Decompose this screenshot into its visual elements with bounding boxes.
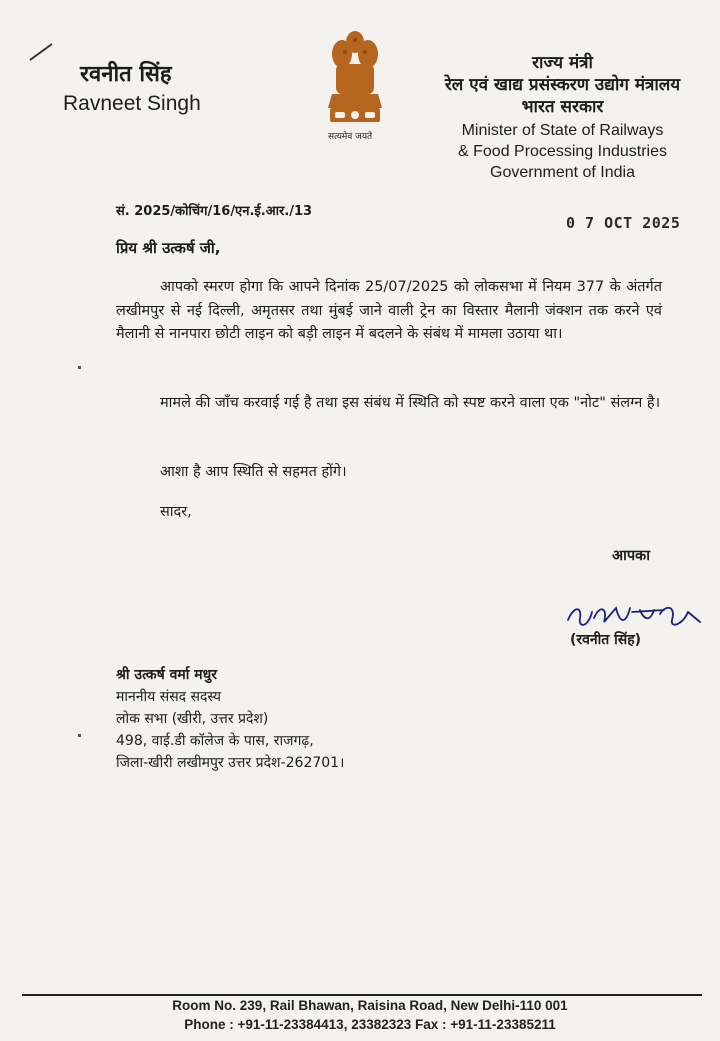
regards-line: सादर,: [160, 504, 192, 520]
footer-contact: Phone : +91-11-23384413, 23382323 Fax : +91-11-23385211: [184, 1017, 556, 1032]
designation-english-2: & Food Processing Industries: [458, 143, 667, 160]
designation-block: [420, 52, 705, 183]
designation-english-3: Government of India: [490, 164, 635, 181]
paragraph-2: मामले की जाँच करवाई गई है तथा इस संबंध में स्थिति को स्पष्ट करने वाला एक "नोट" संलग्न है।: [160, 395, 661, 411]
recipient-constituency: लोक सभा (खीरी, उत्तर प्रदेश): [116, 711, 269, 727]
footer-address: Room No. 239, Rail Bhawan, Raisina Road, New Delhi-110 001: [172, 998, 568, 1013]
designation-english-1: Minister of State of Railways: [461, 122, 664, 139]
paragraph-1: आपको स्मरण होगा कि आपने दिनांक 25/07/2025 को लोकसभा में नियम 377 के अंतर्गत लखीमपुर से नई दिल्ली, अमृतसर तथा मुंबई जाने वाली ट्रेन का विस्तार मैलानी जंक्शन तक करने एवं मैलानी से नानपारा छोटी लाइन को बड़ी लाइन में बदलने के संबंध में मामला उठाया था।: [116, 279, 662, 342]
sender-name-hindi: रवनीत सिंह: [80, 62, 172, 87]
closing: आपका: [612, 548, 650, 564]
hope-line: आशा है आप स्थिति से सहमत होंगे।: [160, 464, 347, 480]
recipient-address-1: 498, वाई.डी कॉलेज के पास, राजगढ़,: [116, 733, 314, 749]
footer: [120, 996, 620, 1034]
recipient-address: [116, 664, 344, 774]
salutation: प्रिय श्री उत्कर्ष जी,: [116, 239, 221, 257]
recipient-address-2: जिला-खीरी लखीमपुर उत्तर प्रदेश-262701।: [116, 755, 345, 771]
margin-dot: [78, 734, 81, 737]
margin-dot: [78, 366, 81, 369]
pen-mark: [26, 40, 56, 64]
designation-hindi-1: राज्य मंत्री: [532, 53, 593, 73]
designation-hindi-3: भारत सरकार: [521, 97, 604, 117]
date-stamp: 0 7 OCT 2025: [566, 214, 681, 232]
signature-name: (रवनीत सिंह): [570, 632, 642, 648]
emblem-motto: सत्यमेव जयते: [328, 132, 373, 142]
recipient-title: माननीय संसद सदस्य: [116, 689, 222, 705]
designation-hindi-2: रेल एवं खाद्य प्रसंस्करण उद्योग मंत्रालय: [444, 75, 681, 95]
sender-name-english: Ravneet Singh: [63, 92, 201, 115]
recipient-name: श्री उत्कर्ष वर्मा मधुर: [116, 667, 217, 683]
national-emblem-icon: [320, 28, 390, 138]
reference-number: सं. 2025/कोचिंग/16/एन.ई.आर./13: [116, 204, 313, 219]
